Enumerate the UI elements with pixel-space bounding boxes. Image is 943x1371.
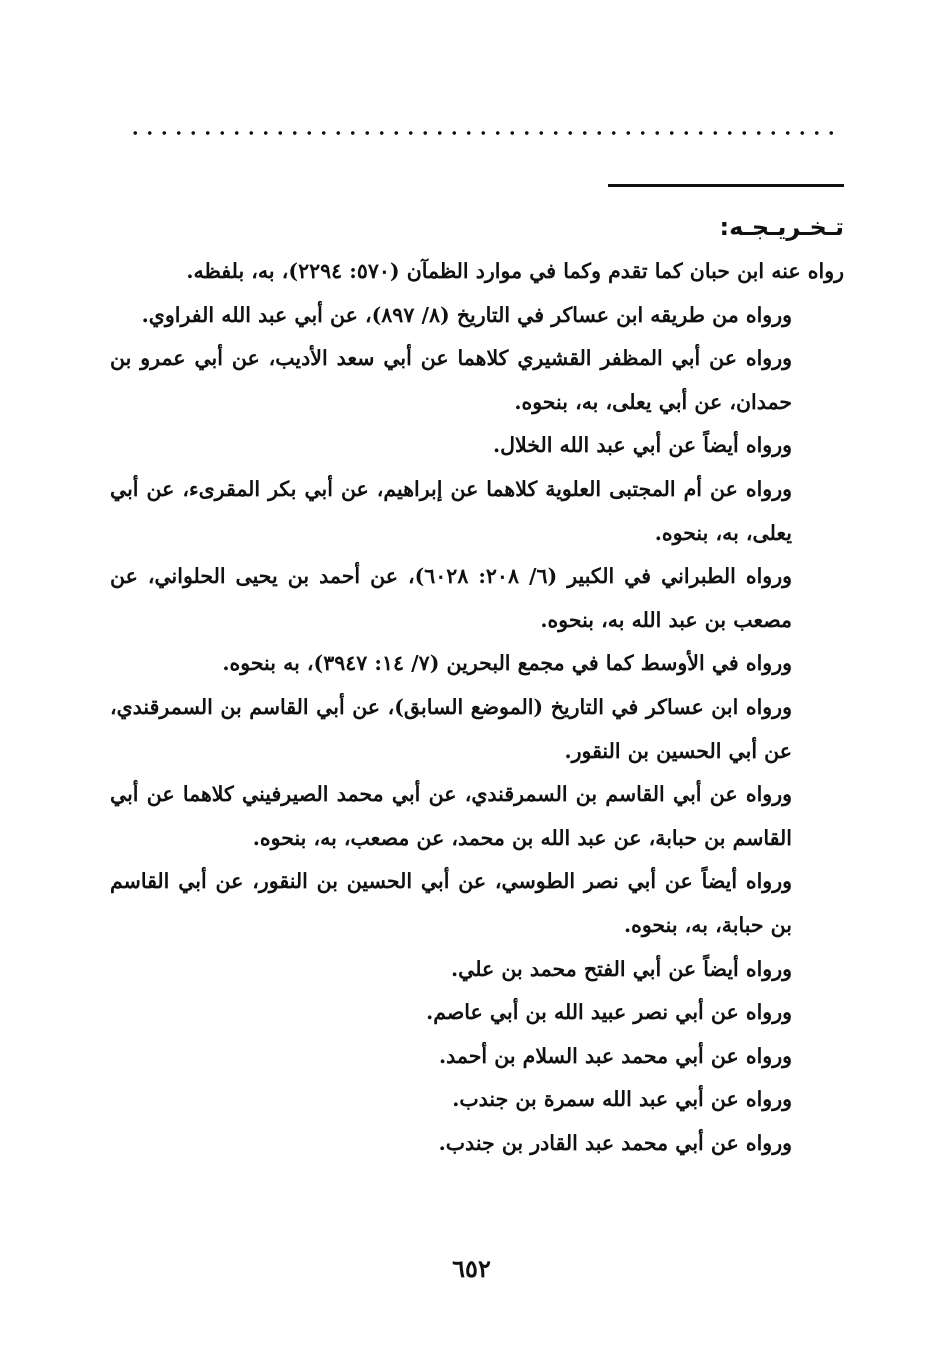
paragraph-5: ورواه عن أم المجتبى العلوية كلاهما عن إبراهيم، عن أبي بكر المقرىء، عن أبي يعلى، به، بنحوه. <box>110 476 792 545</box>
paragraph-8: ورواه ابن عساكر في التاريخ (الموضع السابق)، عن أبي القاسم بن السمرقندي، عن أبي الحسين بن النقور. <box>110 694 792 763</box>
paragraph-11: ورواه أيضاً عن أبي الفتح محمد بن علي. <box>451 956 792 981</box>
paragraph-12: ورواه عن أبي نصر عبيد الله بن أبي عاصم. <box>426 1000 792 1025</box>
paragraph-14: ورواه عن أبي عبد الله سمرة بن جندب. <box>452 1087 792 1112</box>
paragraph-2: ورواه من طريقه ابن عساكر في التاريخ (٨/ ٨٩٧)، عن أبي عبد الله الفراوي. <box>141 302 792 327</box>
paragraph-6: ورواه الطبراني في الكبير (٦/ ٢٠٨: ٦٠٢٨)، عن أحمد بن يحيى الحلواني، عن مصعب بن عبد الله به، بنحوه. <box>110 564 792 632</box>
paragraph-7: ورواه في الأوسط كما في مجمع البحرين (٧/ ١٤: ٣٩٤٧)، به بنحوه. <box>222 651 792 676</box>
paragraph-4: ورواه أيضاً عن أبي عبد الله الخلال. <box>492 433 792 458</box>
page-number: ٦٥٢ <box>452 1254 491 1283</box>
paragraph-13: ورواه عن أبي محمد عبد السلام بن أحمد. <box>438 1043 792 1068</box>
paragraph-15: ورواه عن أبي محمد عبد القادر بن جندب. <box>438 1130 792 1155</box>
paragraph-3: ورواه عن أبي المظفر القشيري كلاهما عن أبي سعد الأديب، عن أبي عمرو بن حمدان، عن أبي يعلى، به، بنحوه. <box>110 346 792 414</box>
takhrij-section <box>110 204 844 1165</box>
paragraph-9: ورواه عن أبي القاسم بن السمرقندي، عن أبي محمد الصيرفيني كلاهما عن أبي القاسم بن حبابة، عن عبد الله بن محمد، عن مصعب، به، بنحوه. <box>110 782 792 850</box>
paragraph-1: رواه عنه ابن حبان كما تقدم وكما في موارد الظمآن (٥٧٠: ٢٢٩٤)، به، بلفظه. <box>186 259 844 283</box>
dotted-separator <box>128 128 844 138</box>
section-heading: تـخـريـجـه: <box>719 213 844 241</box>
footnote-rule <box>608 184 844 187</box>
paragraph-10: ورواه أيضاً عن أبي نصر الطوسي، عن أبي الحسين بن النقور، عن أبي القاسم بن حبابة، به، بنحوه. <box>110 869 792 937</box>
